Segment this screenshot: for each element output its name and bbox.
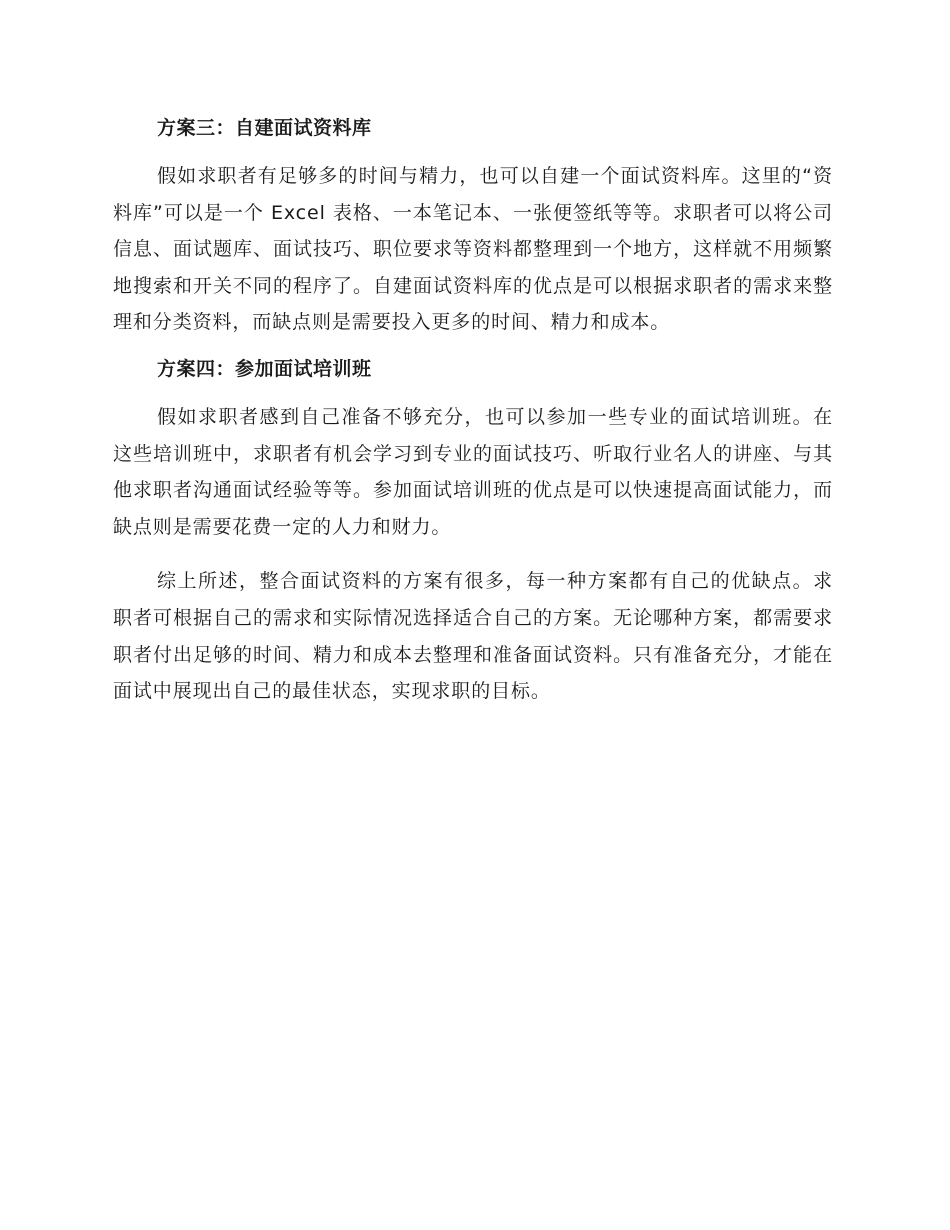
document-body [113,112,833,710]
section-paragraph: 假如求职者有足够多的时间与精力，也可以自建一个面试资料库。这里的“资料库”可以是一个 Excel 表格、一本笔记本、一张便签纸等等。求职者可以将公司信息、面试题库、面试技巧、职位要求等资料都整理到一个地方，这样就不用频繁地搜索和开关不同的程序了。自建面试资料库的优点是可以根据求职者的需求来整理和分类资料，而缺点则是需要投入更多的时间、精力和成本。 [113,165,833,334]
section-heading: 方案四：参加面试培训班 [157,357,372,380]
section-heading: 方案三：自建面试资料库 [157,117,372,139]
section-paragraph: 假如求职者感到自己准备不够充分，也可以参加一些专业的面试培训班。在这些培训班中，求职者有机会学习到专业的面试技巧、听取行业名人的讲座、与其他求职者沟通面试经验等等。参加面试培训班的优点是可以快速提高面试能力，而缺点则是需要花费一定的人力和财力。 [113,405,833,538]
conclusion-paragraph: 综上所述，整合面试资料的方案有很多，每一种方案都有自己的优缺点。求职者可根据自己的需求和实际情况选择适合自己的方案。无论哪种方案，都需要求职者付出足够的时间、精力和成本去整理和准备面试资料。只有准备充分，才能在面试中展现出自己的最佳状态，实现求职的目标。 [113,570,833,703]
